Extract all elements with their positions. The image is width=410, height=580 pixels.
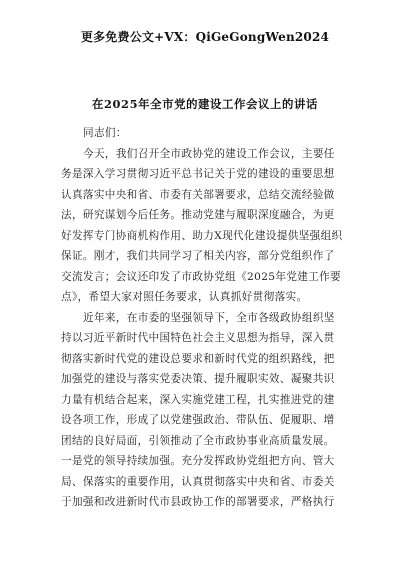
document-body: [61, 123, 371, 513]
paragraph-line: 持以习近平新时代中国特色社会主义思想为指导，深入贯: [61, 332, 335, 344]
paragraph-line: 一是党的领导持续加强。充分发挥政协党组把方向、管大: [61, 455, 335, 467]
watermark-header: 更多免费公文+VX：QiGeGongWen2024: [80, 30, 330, 44]
paragraph-line: 法，研究谋划今后任务。推动党建与履职深度融合，为更: [61, 209, 335, 221]
paragraph-line: 团结的良好局面，引领推动了全市政协事业高质量发展。: [61, 434, 335, 447]
salutation: 同志们：: [83, 127, 127, 139]
paragraph-line: 近年来，在市委的坚强领导下，全市各级政协组织坚: [83, 311, 335, 324]
paragraph-line: 今天，我们召开全市政协党的建设工作会议，主要任: [83, 147, 335, 160]
paragraph-line: 务是深入学习贯彻习近平总书记关于党的建设的重要思想: [61, 168, 335, 180]
paragraph-line: 设各项工作，形成了以党建强政治、带队伍、促履职、增: [61, 414, 335, 426]
document-title: 在2025年全市党的建设工作会议上的讲话: [92, 97, 318, 111]
paragraph-line: 保证。刚才，我们共同学习了相关内容，部分党组织作了: [61, 250, 335, 262]
paragraph-line: 点》，希望大家对照任务要求，认真抓好贯彻落实。: [61, 291, 308, 303]
paragraph-line: 加强党的建设与落实党委决策、提升履职实效、凝聚共识: [61, 373, 335, 385]
paragraph-1: [61, 144, 371, 308]
paragraph-line: 局、保落实的重要作用，认真贯彻落实中央和省、市委关: [61, 475, 335, 488]
paragraph-line: 好发挥专门协商机构作用、助力X现代化建设提供坚强组织: [61, 229, 343, 242]
paragraph-line: 彻落实新时代党的建设总要求和新时代党的组织路线，把: [61, 352, 335, 365]
paragraph-line: 认真落实中央和省、市委有关部署要求，总结交流经验做: [61, 188, 335, 201]
paragraph-line: 力量有机结合起来，深入实施党建工程，扎实推进党的建: [61, 393, 335, 406]
paragraph-line: 于加强和改进新时代市县政协工作的部署要求，严格执行: [61, 496, 335, 508]
paragraph-2: [61, 308, 371, 513]
paragraph-line: 交流发言；会议还印发了市政协党组《2025年党建工作要: [61, 270, 342, 283]
